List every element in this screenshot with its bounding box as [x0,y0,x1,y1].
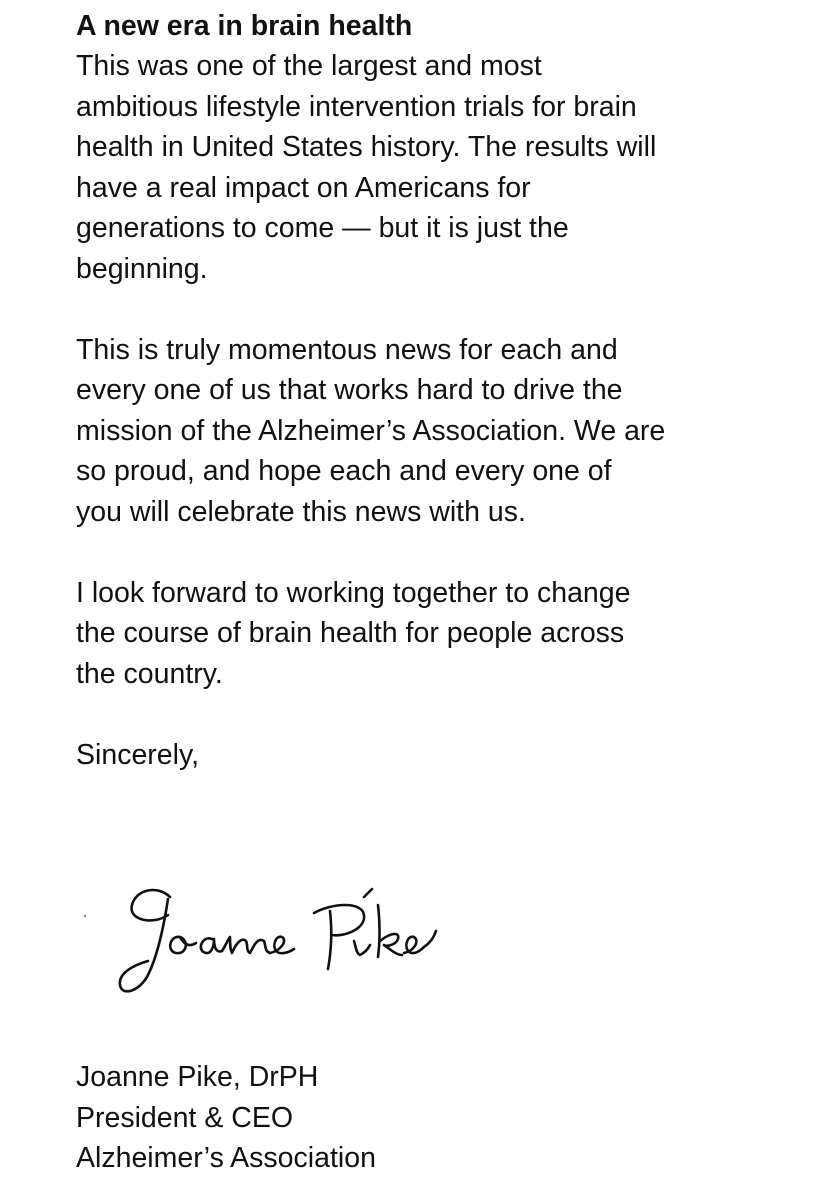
paragraph-line: so proud, and hope each and every one of [76,455,612,487]
paragraph-line: generations to come — but it is just the [76,212,569,244]
signer-name: Joanne Pike, DrPH [76,1061,319,1093]
paragraph-spacer [76,532,796,573]
paragraph-line: mission of the Alzheimer’s Association. We are [76,414,666,447]
paragraph-line: you will celebrate this news with us. [76,495,526,528]
paragraph-line: have a real impact on Americans for [76,171,531,204]
paragraph-line: health in United States history. The results will [76,131,657,163]
paragraph-line: This is truly momentous news for each and [76,333,618,366]
paragraph-3 [76,573,796,695]
salutation-text: Sincerely, [76,738,200,771]
paragraph-line: the country. [76,657,223,690]
paragraph-spacer [76,289,796,330]
signer-block [76,1057,376,1179]
paragraph-line: the course of brain health for people across [76,617,625,649]
paragraph-1 [76,46,796,289]
paragraph-line: I look forward to working together to change [76,576,631,609]
signature-ink-dot [84,915,86,917]
signer-organization: Alzheimer’s Association [76,1142,376,1174]
letter-heading: A new era in brain health [76,10,413,42]
salutation [76,735,796,776]
paragraph-line: This was one of the largest and most [76,50,542,82]
letter-body [76,6,796,775]
signer-title: President & CEO [76,1101,294,1134]
paragraph-2 [76,330,796,533]
signature-image [118,875,458,1005]
paragraph-line: beginning. [76,252,208,285]
paragraph-spacer [76,694,796,735]
paragraph-line: every one of us that works hard to drive the [76,374,623,406]
paragraph-line: ambitious lifestyle intervention trials for brain [76,90,637,123]
